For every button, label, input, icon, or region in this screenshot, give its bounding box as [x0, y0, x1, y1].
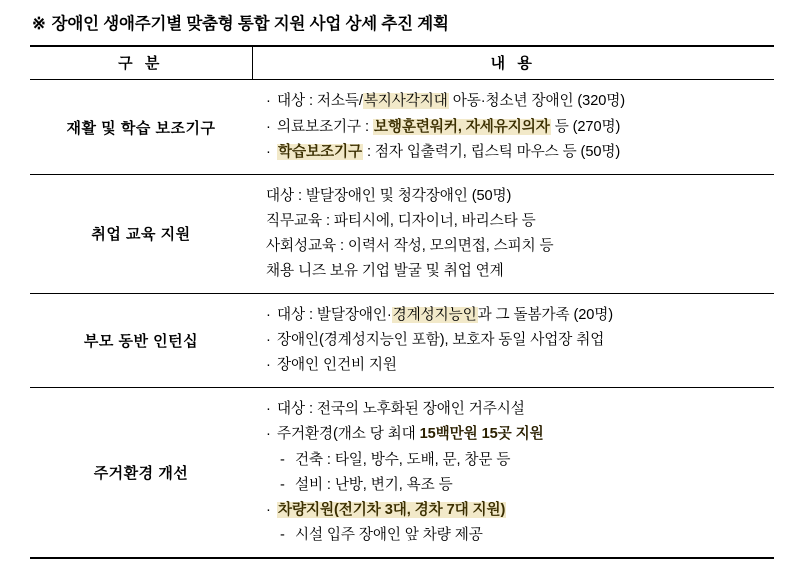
bullet-dot-icon: ·: [266, 93, 271, 110]
bullet-list: [266, 397, 774, 548]
bullet-dot-icon: ·: [266, 401, 271, 418]
plan-table: [30, 45, 774, 559]
table-row: [30, 80, 774, 174]
bullet-dot-icon: ·: [266, 426, 271, 443]
list-item: · 대상 : 저소득/복지사각지대 아동·청소년 장애인 (320명): [266, 89, 774, 114]
list-item: · 대상 : 전국의 노후화된 장애인 거주시설: [266, 397, 774, 422]
row-division-label: 재활 및 학습 보조기구: [30, 80, 252, 174]
table-body: [30, 80, 774, 558]
table-row: [30, 174, 774, 293]
bullet-list: [266, 184, 774, 284]
list-item: · 대상 : 발달장애인·경계성지능인과 그 돌봄가족 (20명): [266, 303, 774, 328]
title-mark-icon: ※: [32, 15, 46, 33]
page-title: [32, 14, 772, 35]
bullet-dot-icon: ·: [266, 307, 271, 324]
list-item: · 학습보조기구 : 점자 입출력기, 립스틱 마우스 등 (50명): [266, 140, 774, 165]
list-item: · 장애인 인건비 지원: [266, 353, 774, 378]
table-header-row: [30, 46, 774, 80]
bullet-list: [266, 89, 774, 164]
table-row: [30, 388, 774, 558]
bullet-dot-icon: ·: [266, 118, 271, 135]
row-content: [252, 388, 774, 558]
list-item: · 의료보조기구 : 보행훈련워커, 자세유지의자 등 (270명): [266, 115, 774, 140]
row-content: [252, 80, 774, 174]
header-content: 내 용: [252, 46, 774, 80]
row-division-label: 부모 동반 인턴십: [30, 294, 252, 388]
bullet-dash-icon: -: [280, 476, 285, 493]
list-item: · 장애인(경계성지능인 포함), 보호자 동일 사업장 취업: [266, 328, 774, 353]
row-division-label: 취업 교육 지원: [30, 174, 252, 293]
list-item: 사회성교육 : 이력서 작성, 모의면접, 스피치 등: [266, 237, 554, 254]
list-item: - 시설 입주 장애인 앞 차량 제공: [266, 523, 774, 548]
bullet-dot-icon: ·: [266, 143, 271, 160]
header-division: 구 분: [30, 46, 252, 80]
list-item: - 설비 : 난방, 변기, 욕조 등: [266, 473, 774, 498]
bullet-dash-icon: -: [280, 451, 285, 468]
bullet-dot-icon: ·: [266, 501, 271, 518]
list-item: 채용 니즈 보유 기업 발굴 및 취업 연계: [266, 263, 504, 279]
row-content: [252, 174, 774, 293]
bullet-list: [266, 303, 774, 378]
title-text: 장애인 생애주기별 맞춤형 통합 지원 사업 상세 추진 계획: [51, 15, 449, 33]
bullet-dash-icon: -: [280, 526, 285, 543]
list-item: · 차량지원(전기차 3대, 경차 7대 지원): [266, 498, 774, 523]
list-item: · 주거환경(개소 당 최대 15백만원 15곳 지원: [266, 422, 774, 447]
bullet-dot-icon: ·: [266, 357, 271, 374]
list-item: 대상 : 발달장애인 및 청각장애인 (50명): [266, 187, 512, 204]
row-content: [252, 294, 774, 388]
list-item: - 건축 : 타일, 방수, 도배, 문, 창문 등: [266, 448, 774, 473]
bullet-dot-icon: ·: [266, 332, 271, 349]
row-division-label: 주거환경 개선: [30, 388, 252, 558]
list-item: 직무교육 : 파티시에, 디자이너, 바리스타 등: [266, 212, 536, 229]
table-row: [30, 294, 774, 388]
